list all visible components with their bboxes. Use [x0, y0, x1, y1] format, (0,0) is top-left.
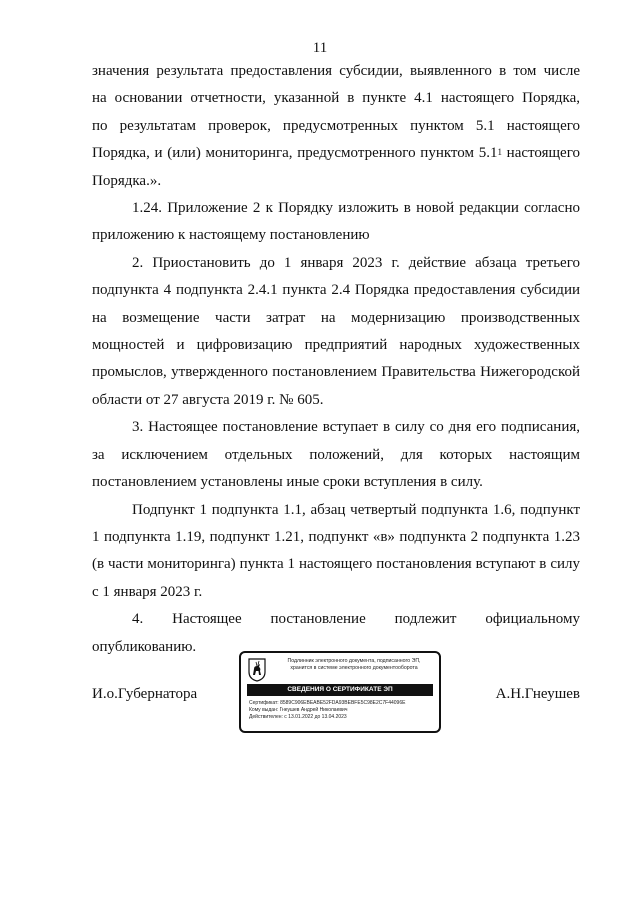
certificate-validity: Действителен: с 13.01.2022 до 13.04.2023 [249, 714, 347, 720]
electronic-signature-stamp [239, 651, 441, 733]
document-body [92, 58, 580, 661]
signatory-position: И.о.Губернатора [92, 686, 198, 702]
coat-of-arms-icon [248, 658, 266, 682]
paragraph-exceptions: Подпункт 1 подпункта 1.1, абзац четвертый подпункта 1.6, подпункт 1 подпункта 1.19, подпункт 1.21, подпункт «в» подпункта 2 подпункта 1.23 (в части мониторинга) пункта 1 настоящего постановления вступают в силу с 1 января 2023 г. [92, 501, 580, 600]
paragraph-line: Порядка.». [92, 172, 162, 189]
certificate-owner: Кому выдан: Гнеушев Андрей Николаевич [249, 707, 348, 713]
paragraph-text: Порядка, и (или) мониторинга, предусмотренного пунктом 5.1 [92, 145, 498, 162]
paragraph-entry-into-force: 3. Настоящее постановление вступает в силу со дня его подписания, за исключением отдельных положений, для которых настоящим постановлением установлены иные сроки вступления в силу. [92, 419, 580, 491]
paragraph-line: значения результата предоставления субсидии, выявленного в том числе [92, 63, 580, 79]
paragraph-amendment-1-24: 1.24. Приложение 2 к Порядку изложить в новой редакции согласно приложению к настоящему постановлению [92, 200, 580, 244]
paragraph-line: на основании отчетности, указанной в пункте 4.1 настоящего Порядка, [92, 90, 580, 107]
superscript: 1 [497, 147, 502, 158]
stamp-header [271, 658, 437, 672]
paragraph-line: по результатам проверок, предусмотренных пунктом 5.1 настоящего [92, 117, 580, 134]
paragraph-line [92, 140, 580, 167]
stamp-title: СВЕДЕНИЯ О СЕРТИФИКАТЕ ЭП [247, 684, 433, 696]
stamp-header-line: Подлинник электронного документа, подписанного ЭП, [287, 658, 421, 664]
paragraph-text: настоящего [501, 145, 580, 162]
signatory-name: А.Н.Гнеушев [495, 686, 580, 702]
certificate-number: Сертификат: 8589C906EBEABE52FDA93BEBFE5C98E2C7F44096E [249, 700, 406, 706]
stamp-header-line: хранится в системе электронного документооборота [290, 665, 418, 671]
stamp-details [249, 700, 437, 721]
page-number: 11 [312, 40, 328, 56]
paragraph-suspend: 2. Приостановить до 1 января 2023 г. действие абзаца третьего подпункта 4 подпункта 2.4.1 пункта 2.4 Порядка предоставления субсидии на возмещение части затрат на модернизацию производственных мощностей и цифровизацию предприятий народных художественных промыслов, утвержденного постановлением Правительства Нижегородской области от 27 августа 2019 г. № 605. [92, 254, 580, 408]
paragraph-publication: 4. Настоящее постановление подлежит официальному опубликованию. [92, 611, 580, 655]
